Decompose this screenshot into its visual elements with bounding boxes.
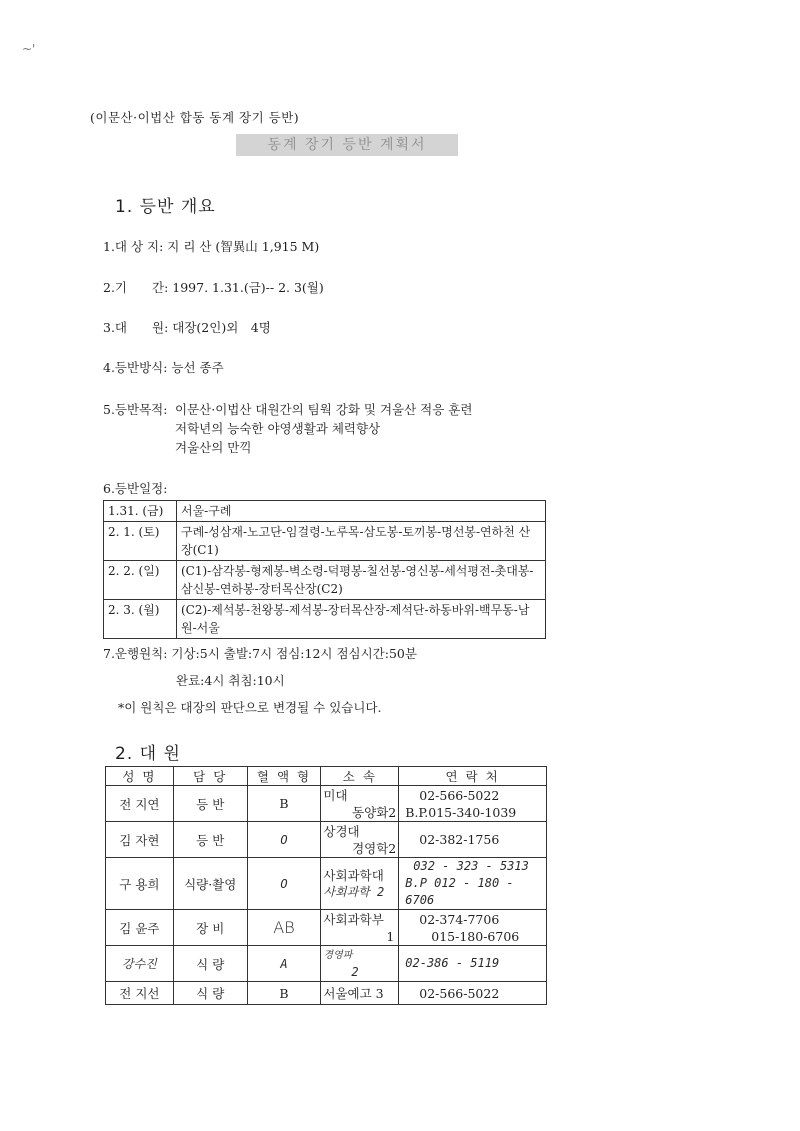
schedule-table — [103, 500, 546, 639]
members-header-row — [106, 767, 547, 786]
affiliation-line-1: 사회과학대 — [323, 867, 384, 883]
schedule-route: (C2)-제석봉-천왕봉-제석봉-장터목산장-제석단-하동바위-백무동-남원-서울 — [177, 600, 546, 639]
member-blood: A — [247, 946, 321, 982]
contact-line-2: 015-180-6706 — [431, 928, 520, 944]
purpose-line-3: 겨울산의 만끽 — [175, 440, 252, 455]
member-name: 구 용희 — [106, 858, 174, 910]
purpose-label: 5.등반목적: — [103, 402, 168, 417]
members-table — [105, 766, 547, 1005]
member-role: 등 반 — [173, 786, 247, 822]
section-1-heading: 1. 등반 개요 — [115, 197, 216, 217]
column-header-name: 성 명 — [106, 767, 174, 786]
column-header-role: 담 당 — [173, 767, 247, 786]
member-row — [106, 982, 547, 1005]
contact-line-1: 02-382-1756 — [419, 832, 500, 847]
affiliation-line-1: 상경대 — [323, 823, 360, 839]
member-blood: AB — [247, 910, 321, 946]
member-row — [106, 910, 547, 946]
contact-line-1: 02-566-5022 — [419, 985, 500, 1001]
member-row — [106, 858, 547, 910]
column-header-blood: 혈 액 형 — [247, 767, 321, 786]
member-affiliation — [321, 822, 399, 858]
rules-note: *이 원칙은 대장의 판단으로 변경될 수 있습니다. — [118, 700, 382, 715]
contact-line-2: B.P.015-340-1039 — [405, 804, 517, 820]
header-note: (이문산·이법산 합동 동계 장기 등반) — [90, 110, 300, 125]
members-count-line: 3.대 원: 대장(2인)외 4명 — [103, 320, 271, 335]
member-contact — [399, 822, 547, 858]
schedule-row — [104, 561, 546, 600]
pencil-mark: ~' — [22, 42, 36, 56]
member-contact — [399, 910, 547, 946]
member-role: 식량·촬영 — [173, 858, 247, 910]
member-affiliation — [321, 858, 399, 910]
member-role: 식 량 — [173, 946, 247, 982]
member-blood: O — [247, 822, 321, 858]
member-name: 강수진 — [106, 946, 174, 982]
contact-line-2: B.P 012 - 180 - 6706 — [405, 876, 514, 907]
schedule-day: 2. 1. (토) — [104, 522, 177, 561]
section-2-heading: 2. 대 원 — [115, 744, 181, 764]
member-name: 전 지선 — [106, 982, 174, 1005]
affiliation-line-2: 사회과학 2 — [323, 884, 385, 899]
member-row — [106, 946, 547, 982]
rules-line-2: 완료:4시 취침:10시 — [176, 673, 285, 688]
contact-line-1: 032 - 323 - 5313 — [413, 859, 529, 873]
member-affiliation — [321, 910, 399, 946]
rules-line-1: 7.운행원칙: 기상:5시 출발:7시 점심:12시 점심시간:50분 — [103, 646, 417, 661]
member-row — [106, 822, 547, 858]
schedule-label: 6.등반일정: — [103, 481, 168, 496]
column-header-contact: 연 락 처 — [399, 767, 547, 786]
document-title: 동계 장기 등반 계획서 — [236, 134, 458, 156]
member-name: 전 지연 — [106, 786, 174, 822]
schedule-row — [104, 501, 546, 522]
member-name: 김 윤주 — [106, 910, 174, 946]
member-contact — [399, 982, 547, 1005]
schedule-route: 서울-구례 — [177, 501, 546, 522]
member-affiliation — [321, 946, 399, 982]
member-contact — [399, 858, 547, 910]
column-header-affiliation: 소 속 — [321, 767, 399, 786]
schedule-day: 1.31. (금) — [104, 501, 177, 522]
member-affiliation: 서울예고 3 — [321, 982, 399, 1005]
member-contact — [399, 946, 547, 982]
affiliation-line-2: 2 — [351, 964, 359, 979]
method-line: 4.등반방식: 능선 종주 — [103, 360, 224, 375]
schedule-route: (C1)-삼각봉-형제봉-벽소령-덕평봉-칠선봉-영신봉-세석평전-촛대봉-삼신봉-연하봉-장터목산장(C2) — [177, 561, 546, 600]
affiliation-line-1: 경영파 — [323, 949, 353, 961]
schedule-day: 2. 2. (일) — [104, 561, 177, 600]
member-contact — [399, 786, 547, 822]
contact-line-1: 02-566-5022 — [419, 787, 500, 803]
affiliation-line-1: 미대 — [323, 787, 348, 803]
contact-line-1: 02-386 - 5119 — [405, 956, 500, 970]
member-blood: B — [247, 786, 321, 822]
purpose-line-2: 저학년의 능숙한 야영생활과 체력향상 — [175, 421, 381, 436]
schedule-route: 구례-성삼재-노고단-임걸령-노루목-삼도봉-토끼봉-명선봉-연하천 산장(C1) — [177, 522, 546, 561]
schedule-row — [104, 522, 546, 561]
schedule-day: 2. 3. (월) — [104, 600, 177, 639]
purpose-line-1: 이문산·이법산 대원간의 팀웍 강화 및 겨울산 적응 훈련 — [175, 402, 473, 417]
member-role: 등 반 — [173, 822, 247, 858]
target-line: 1.대 상 지: 지 리 산 (智異山 1,915 M) — [103, 239, 320, 254]
member-blood: O — [247, 858, 321, 910]
member-role: 식 량 — [173, 982, 247, 1005]
member-affiliation — [321, 786, 399, 822]
member-name: 김 자현 — [106, 822, 174, 858]
contact-line-1: 02-374-7706 — [419, 911, 500, 927]
member-role: 장 비 — [173, 910, 247, 946]
schedule-row — [104, 600, 546, 639]
affiliation-line-1: 사회과학부 — [323, 911, 384, 927]
member-row — [106, 786, 547, 822]
period-line: 2.기 간: 1997. 1.31.(금)-- 2. 3(월) — [103, 280, 324, 295]
affiliation-line-2: 경영학2 — [352, 840, 397, 856]
affiliation-line-2: 동양화2 — [352, 804, 397, 820]
member-blood: B — [247, 982, 321, 1005]
affiliation-line-2: 1 — [386, 928, 395, 944]
